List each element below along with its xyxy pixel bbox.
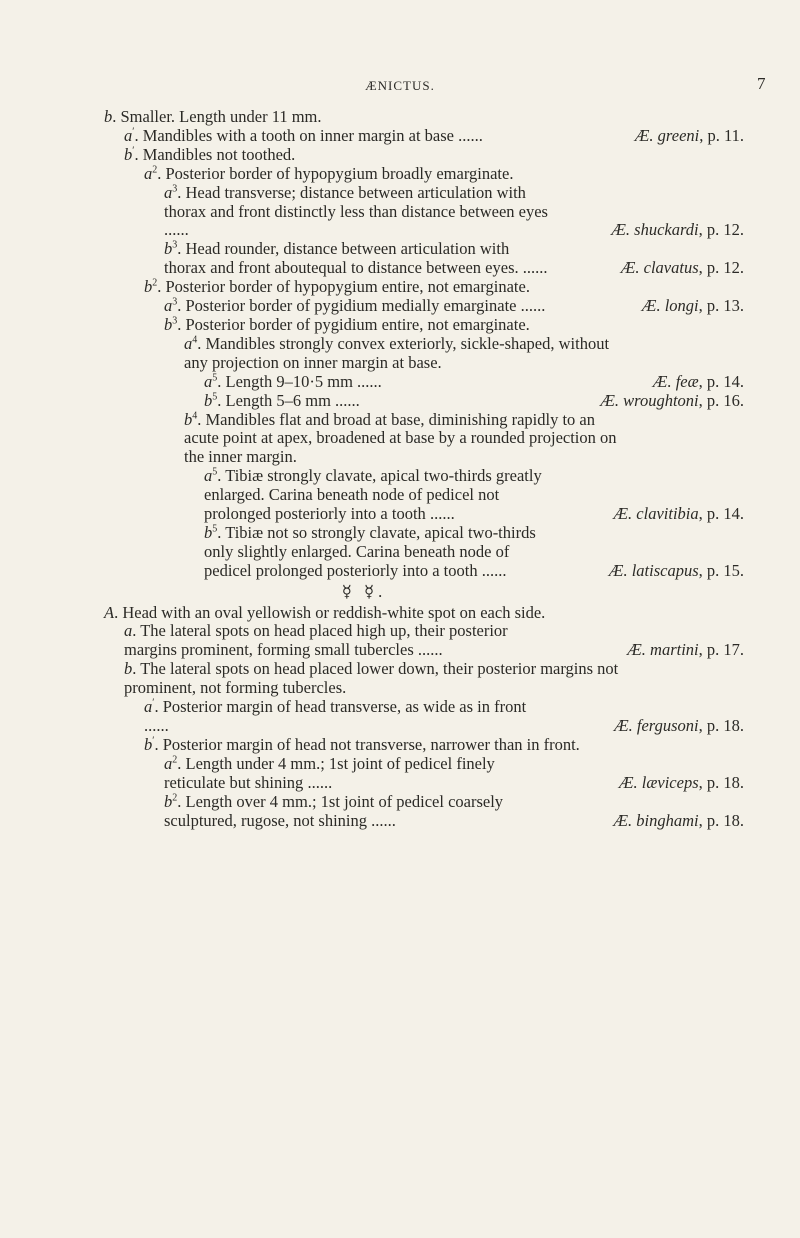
key-entry: a. The lateral spots on head placed high up, their posterior margins prominent, forming small tubercles ...... Æ. martini, p. 17.	[124, 621, 744, 660]
key-entry: $b^5$. Tibiæ not so strongly clavate, apical two-thirds only slightly enlarged. Carina beneath node of pedicel prolonged posteriorly into a tooth ...... Æ. latiscapus, p. 15.	[204, 522, 744, 580]
key-entry: $a^3$. Posterior border of pygidium medially emarginate ...... Æ. longi, p. 13.	[164, 296, 744, 316]
key-entry: b′. Mandibles not toothed.	[124, 144, 296, 164]
couplet-superscript: 4	[192, 334, 198, 346]
couplet-label: a	[144, 697, 153, 717]
couplet-text: Smaller. Length under 11 mm.	[120, 107, 322, 126]
couplet-superscript: ′	[132, 145, 135, 157]
couplet-text: Length 5–6 mm	[225, 390, 331, 410]
taxon-reference	[613, 505, 744, 524]
key-entry: $a^5$. Tibiæ strongly clavate, apical two-thirds greatly enlarged. Carina beneath node of pedicel not prolonged posteriorly into a tooth ...... Æ. clavitibia, p. 14.	[204, 466, 744, 524]
taxon-reference	[627, 641, 744, 660]
key-entry: $a^3$. Head transverse; distance between articulation with thorax and front distinctly less than distance between eyes ...... Æ. shuckardi, p. 12.	[164, 182, 744, 240]
taxon-reference	[600, 392, 744, 411]
couplet-text: Length under 4 mm.; 1st joint of pedicel finely reticulate but shining	[164, 753, 495, 792]
key-entry: a′. Mandibles with a tooth on inner margin at base ...... Æ. greeni, p. 11.	[124, 125, 744, 145]
couplet-text: Posterior border of pygidium entire, not emarginate.	[185, 314, 530, 334]
couplet-label: b	[204, 522, 213, 542]
taxon-reference	[609, 562, 744, 581]
key-section-workers	[104, 604, 744, 831]
page-ref: , p. 11.	[699, 125, 744, 145]
taxon-name: Æ. latiscapus	[608, 560, 699, 580]
couplet-label: b	[164, 314, 173, 334]
couplet-label: a	[164, 296, 173, 316]
key-entry: $b^4$. Mandibles flat and broad at base, diminishing rapidly to an acute point at apex, broadened at base by a rounded projection on the inner margin.	[184, 409, 617, 467]
couplet-label: a	[184, 333, 193, 353]
key-entry: $b^2$. Posterior border of hypopygium entire, not emarginate.	[144, 277, 530, 297]
taxon-name: Æ. martini	[627, 640, 699, 660]
couplet-label: A	[104, 602, 115, 622]
key-entry: $b^5$. Length 5–6 mm ...... Æ. wroughtoni, p. 16.	[204, 390, 744, 410]
page-number: 7	[757, 74, 766, 93]
couplet-superscript: 3	[172, 315, 178, 327]
key-entry: b′. Posterior margin of head not transverse, narrower than in front.	[144, 734, 580, 754]
key-section-sexual	[104, 108, 744, 581]
couplet-label: b	[144, 277, 153, 297]
couplet-label: b	[104, 107, 113, 126]
couplet-label: a	[164, 753, 173, 773]
taxon-name: Æ. longi	[641, 296, 699, 316]
couplet-superscript: ′	[152, 735, 155, 747]
couplet-label: b	[164, 791, 173, 811]
key-entry: $b^3$. Posterior border of pygidium entire, not emarginate.	[164, 314, 530, 334]
couplet-superscript: 5	[212, 391, 218, 403]
taxon-name: Æ. læviceps	[618, 772, 699, 792]
couplet-text: Length 9–10·5 mm	[225, 371, 353, 391]
couplet-text: Posterior margin of head transverse, as wide as in front	[162, 697, 527, 717]
couplet-text: Mandibles strongly convex exteriorly, sickle-shaped, without any projection on inner margin at base.	[184, 333, 610, 372]
page-ref: , p. 18.	[698, 810, 744, 830]
couplet-superscript: 2	[152, 277, 158, 289]
taxon-name: Æ. greeni	[634, 125, 700, 145]
key-entry: b. Smaller. Length under 11 mm.	[104, 107, 322, 126]
page-ref: , p. 13.	[698, 296, 744, 316]
taxon-name: Æ. clavitibia	[613, 504, 699, 524]
couplet-label: b	[144, 734, 153, 754]
key-entry: b. The lateral spots on head placed lower down, their posterior margins not prominent, not forming tubercles.	[124, 659, 619, 698]
page-ref: , p. 12.	[698, 258, 744, 278]
couplet-superscript: 5	[212, 372, 218, 384]
couplet-superscript: ′	[152, 697, 155, 709]
couplet-label: b	[124, 659, 133, 679]
couplet-label: a	[204, 371, 213, 391]
taxon-reference	[635, 127, 744, 146]
key-entry: $b^2$. Length over 4 mm.; 1st joint of pedicel coarsely sculptured, rugose, not shining ...... Æ. binghami, p. 18.	[164, 791, 744, 830]
taxon-name: Æ. binghami	[613, 810, 699, 830]
key-entry: A. Head with an oval yellowish or reddish-white spot on each side.	[104, 602, 546, 622]
couplet-text: Tibiæ not so strongly clavate, apical two-thirds only slightly enlarged. Carina beneath node of pedicel prolonged posteriorly into a tooth	[204, 522, 536, 580]
couplet-text: Tibiæ strongly clavate, apical two-thirds greatly enlarged. Carina beneath node of pedicel not prolonged posteriorly into a tooth	[204, 466, 542, 524]
couplet-superscript: 3	[172, 296, 178, 308]
couplet-label: a	[144, 163, 153, 183]
key-entry: $a^4$. Mandibles strongly convex exteriorly, sickle-shaped, without any projection on inner margin at base.	[184, 333, 610, 372]
taxon-reference	[613, 812, 744, 831]
taxon-reference	[621, 259, 744, 278]
couplet-superscript: 2	[152, 164, 158, 176]
taxon-name: Æ. feæ	[652, 371, 699, 391]
couplet-label: b	[204, 390, 213, 410]
taxon-name: Æ. fergusoni	[613, 716, 699, 735]
couplet-superscript: 2	[172, 792, 178, 804]
key-entry: a′. Posterior margin of head transverse, as wide as in front ...... Æ. fergusoni, p. 18.	[144, 697, 744, 735]
couplet-text: Mandibles flat and broad at base, diminishing rapidly to an acute point at apex, broadened at base by a rounded projection on the inner margin.	[184, 409, 617, 467]
taxon-name: Æ. shuckardi	[611, 220, 699, 240]
couplet-label: a	[204, 466, 213, 486]
couplet-label: a	[124, 125, 133, 145]
running-header: ÆNICTUS.	[365, 78, 435, 93]
couplet-superscript: 5	[212, 466, 218, 478]
page-ref: , p. 16.	[698, 390, 744, 410]
couplet-text: The lateral spots on head placed high up, their posterior margins prominent, forming small tubercles	[124, 621, 508, 660]
couplet-label: b	[124, 144, 133, 164]
couplet-text: Mandibles with a tooth on inner margin at base	[142, 125, 454, 145]
taxon-reference	[619, 774, 744, 793]
key-entry: $a^5$. Length 9–10·5 mm ...... Æ. feæ, p. 14.	[204, 371, 744, 391]
couplet-superscript: 3	[172, 239, 178, 251]
page-ref: , p. 15.	[698, 560, 744, 580]
couplet-text: Posterior margin of head not transverse, narrower than in front.	[162, 734, 580, 754]
couplet-text: The lateral spots on head placed lower down, their posterior margins not prominent, not forming tubercles.	[124, 659, 619, 698]
taxon-name: Æ. clavatus	[620, 258, 699, 278]
taxon-name: Æ. wroughtoni	[600, 390, 699, 410]
couplet-text: Mandibles not toothed.	[142, 144, 296, 164]
identification-key	[104, 108, 744, 830]
key-entry: $a^2$. Length under 4 mm.; 1st joint of pedicel finely reticulate but shining ...... Æ. læviceps, p. 18.	[164, 753, 744, 792]
couplet-superscript: 2	[172, 754, 178, 766]
couplet-superscript: 3	[172, 183, 178, 195]
couplet-label: b	[184, 409, 193, 429]
key-entry: $a^2$. Posterior border of hypopygium broadly emarginate.	[144, 163, 514, 183]
worker-symbol-heading: ☿ ☿.	[341, 581, 387, 601]
couplet-label: a	[124, 621, 133, 641]
page-ref: , p. 14.	[698, 371, 744, 391]
couplet-text: Head with an oval yellowish or reddish-white spot on each side.	[122, 602, 546, 622]
page-ref: , p. 17.	[698, 640, 744, 660]
taxon-reference	[653, 373, 744, 392]
page-ref: , p. 14.	[698, 504, 744, 524]
couplet-superscript: 4	[192, 410, 198, 421]
couplet-label: b	[164, 239, 173, 259]
key-entry: $b^3$. Head rounder, distance between articulation with thorax and front aboutequal to distance between eyes. ...... Æ. clavatus, p. 12.	[164, 239, 744, 278]
taxon-reference	[642, 297, 744, 316]
page-ref: , p. 18.	[698, 772, 744, 792]
taxon-reference	[611, 221, 744, 240]
couplet-superscript: 5	[212, 523, 218, 535]
page-ref: , p. 18.	[698, 716, 744, 735]
couplet-label: a	[164, 182, 173, 202]
couplet-superscript: ′	[132, 126, 135, 138]
couplet-text: Length over 4 mm.; 1st joint of pedicel coarsely sculptured, rugose, not shining	[164, 791, 504, 830]
couplet-text: Posterior border of pygidium medially emarginate	[185, 296, 517, 316]
couplet-text: Posterior border of hypopygium broadly emarginate.	[165, 163, 514, 183]
taxon-reference	[614, 717, 744, 736]
couplet-text: Head rounder, distance between articulation with thorax and front aboutequal to distance between eyes.	[164, 239, 519, 278]
couplet-text: Posterior border of hypopygium entire, not emarginate.	[165, 277, 530, 297]
page-ref: , p. 12.	[698, 220, 744, 240]
couplet-text: Head transverse; distance between articulation with thorax and front distinctly less than distance between eyes	[164, 182, 548, 221]
